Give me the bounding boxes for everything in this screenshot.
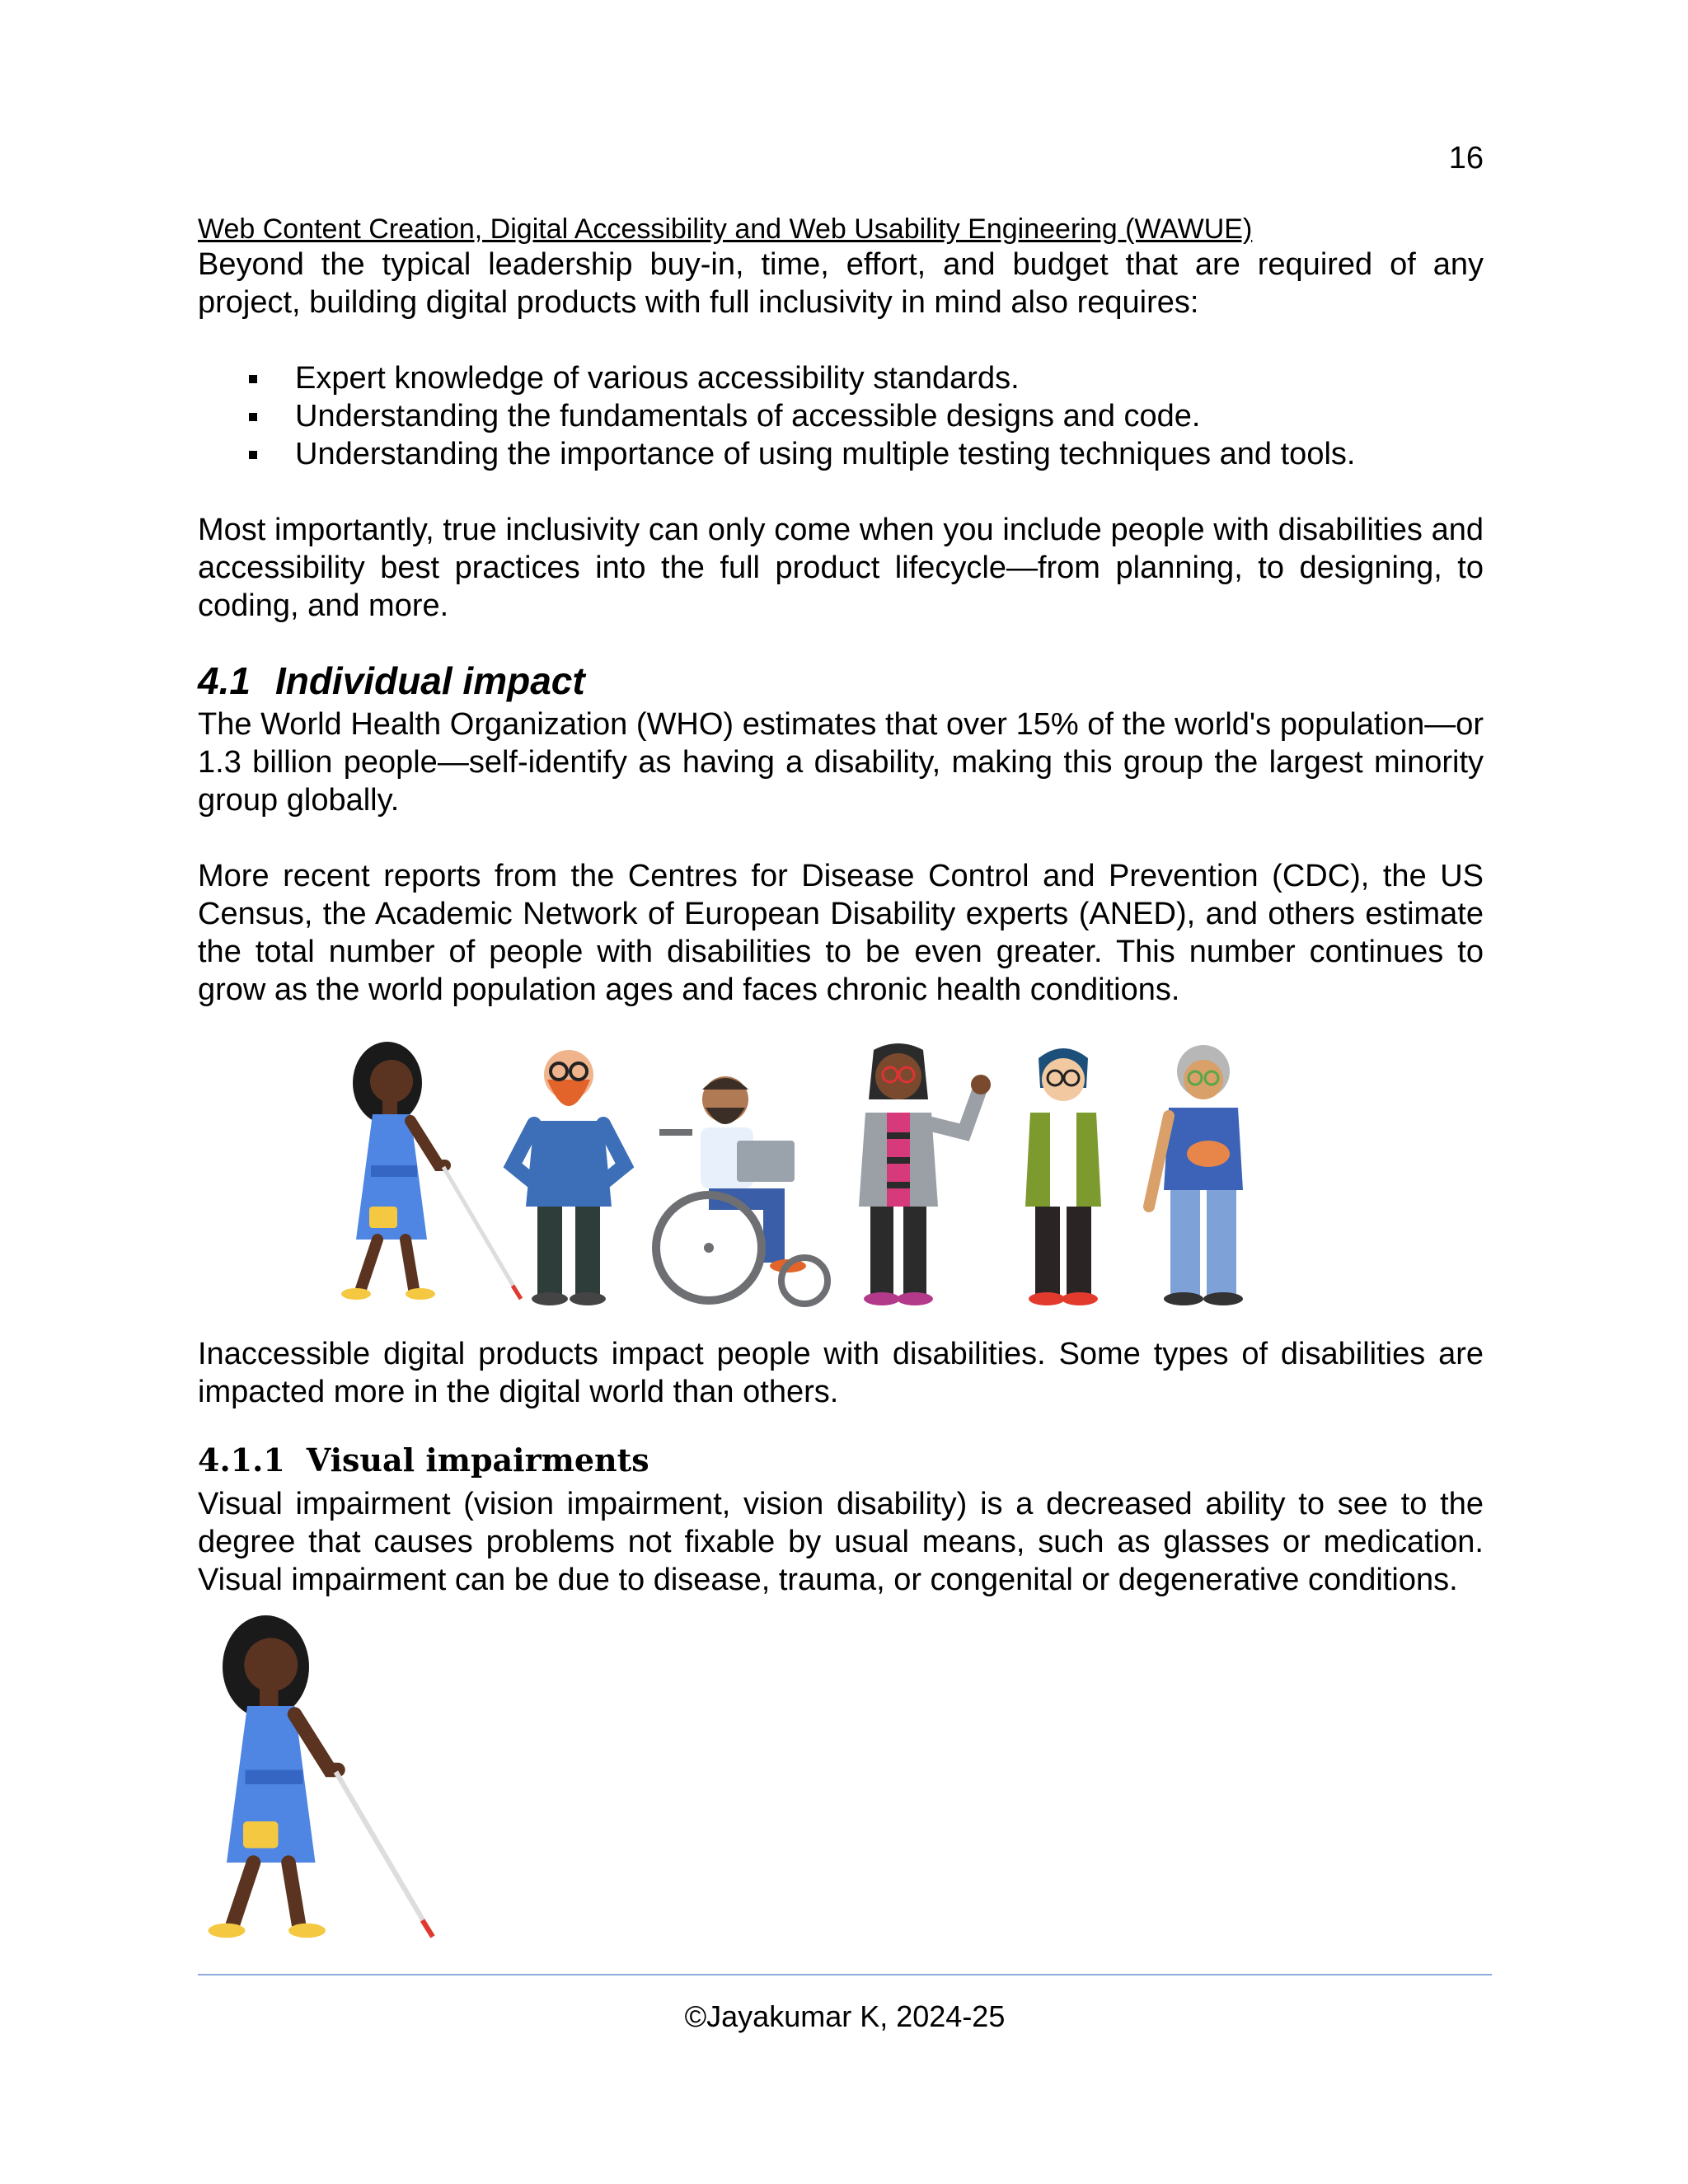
reports-paragraph: More recent reports from the Centres for Disease Control and Prevention (CDC), the US Census, the Academic Network of European Disability experts (ANED), and others estimate the total number of people with disabilities to be even greater. This number continues to grow as the world population ages and faces chronic health conditions.: [198, 859, 1484, 1007]
section-number: 4.1: [198, 659, 251, 702]
section-heading-4-1: [198, 658, 1484, 704]
wheelchair-user-figure: [656, 1076, 828, 1304]
page-number: 16: [1448, 141, 1484, 176]
footer-divider: [198, 1974, 1492, 1975]
running-header: Web Content Creation, Digital Accessibility and Web Usability Engineering (WAWUE): [198, 213, 1253, 245]
woman-with-cane-figure: [341, 1042, 521, 1300]
visual-impairment-paragraph: Visual impairment (vision impairment, vision disability) is a decreased ability to see to the degree that causes problems not fixable by usual means, such as glasses or medication. Visual impairment can be due to disease, trauma, or congenital or degenerative conditions.: [198, 1487, 1484, 1597]
who-paragraph: The World Health Organization (WHO) estimates that over 15% of the world's population—or 1.3 billion people—self-identify as having a disability, making this group the largest minority group globally.: [198, 707, 1484, 818]
list-item: Understanding the fundamentals of accessible designs and code.: [198, 397, 1484, 435]
intro-paragraph: Beyond the typical leadership buy-in, time, effort, and budget that are required of any project, building digital products with full inclusivity in mind also requires:: [198, 247, 1484, 320]
subsection-title: Visual impairments: [306, 1441, 649, 1479]
bearded-man-figure: [513, 1050, 625, 1305]
footer-copyright: ©Jayakumar K, 2024-25: [684, 1999, 1006, 2033]
diverse-people-illustration: [198, 1042, 1484, 1322]
section-heading-4-1-1: [198, 1441, 1484, 1480]
page-content: [198, 213, 1484, 1953]
green-jacket-person-figure: [1025, 1048, 1101, 1305]
requirements-list: [198, 359, 1484, 473]
woman-with-cane-illustration: [198, 1607, 495, 1953]
impact-paragraph: Inaccessible digital products impact people with disabilities. Some types of disabilities are impacted more in the digital world than others.: [198, 1337, 1484, 1409]
closing-paragraph: Most importantly, true inclusivity can only come when you include people with disabilities and accessibility best practices into the full product lifecycle—from planning, to designing, to coding, and more.: [198, 513, 1484, 623]
list-item: Expert knowledge of various accessibility standards.: [198, 359, 1484, 397]
older-woman-with-cat-figure: [1149, 1045, 1243, 1305]
section-title: Individual impact: [274, 659, 585, 702]
waving-person-figure: [859, 1043, 991, 1305]
list-item: Understanding the importance of using multiple testing techniques and tools.: [198, 435, 1484, 473]
subsection-number: 4.1.1: [198, 1441, 285, 1479]
